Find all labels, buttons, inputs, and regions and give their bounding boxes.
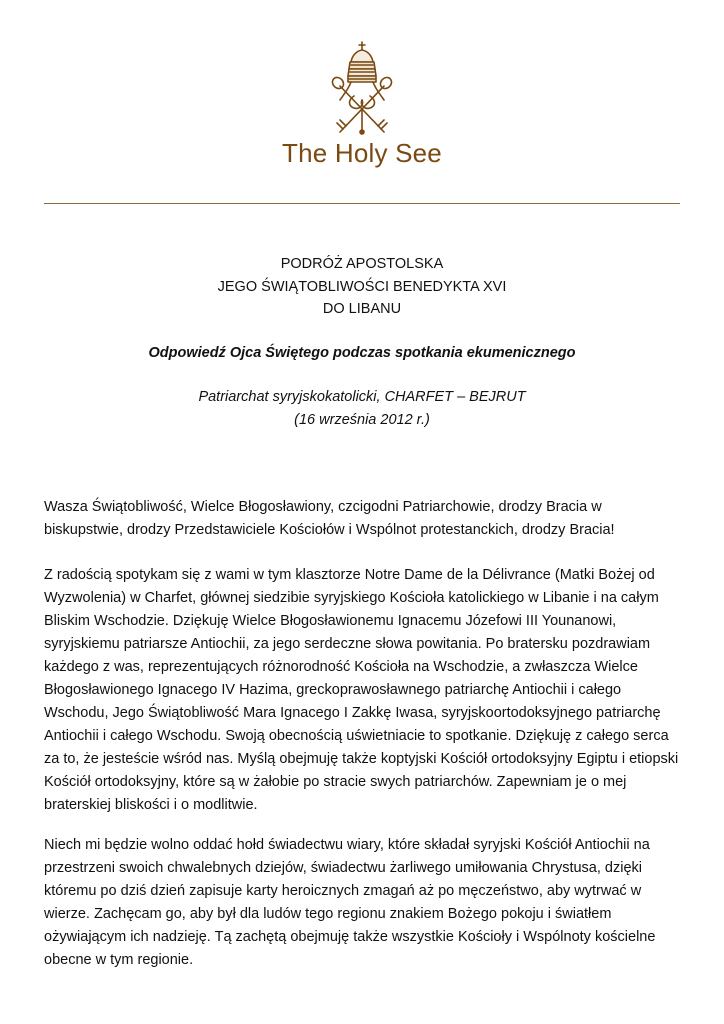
date-line: (16 września 2012 r.) xyxy=(294,411,430,428)
papal-coat-of-arms-icon xyxy=(318,40,406,140)
heading-line-3: DO LIBANU xyxy=(322,301,402,317)
document-subtitle: Odpowiedź Ojca Świętego podczas spotkania ekumenicznego xyxy=(148,345,576,361)
heading-line-1: PODRÓŻ APOSTOLSKA xyxy=(280,256,444,272)
body-paragraph-3: Niech mi będzie wolno oddać hołd świadectwu wiary, które składał syryjski Kościół Antiochii na przestrzeni swoich chwalebnych dziejów, świadectwu żarliwego umiłowania Chrystusa, dzięki któremu po dziś dzień zapisuje karty heroicznych zmagań aż po męczeństwo, aby wytrwać w wierze. Zachęcam go, aby był dla ludów tego regionu znakiem Bożego pokoju i światłem ożywiającym ich nadzieję. Tą zachętą obejmuję także wszystkie Kościoły i Wspólnoty kościelne obecne w tym regionie. xyxy=(44,837,656,968)
heading-line-2: JEGO ŚWIĄTOBLIWOŚCI BENEDYKTA XVI xyxy=(217,278,507,295)
place-and-date xyxy=(0,386,724,431)
body-paragraph-2: Z radością spotykam się z wami w tym klasztorze Notre Dame de la Délivrance (Matki Bożej od Wyzwolenia) w Charfet, głównej siedzibie syryjskiego Kościoła katolickiego w Libanie i na całym Bliskim Wschodzie. Dziękuję Wielce Błogosławionemu Ignacemu Józefowi III Younanowi, syryjskiemu patriarsze Antiochii, za jego serdeczne słowa powitania. Po bratersku pozdrawiam każdego z was, reprezentujących różnorodność Kościoła na Wschodzie, a zwłaszcza Wielce Błogosławionego Ignacego IV Hazima, greckoprawosławnego patriarchę Antiochii i całego Wschodu, Jego Świątobliwość Mara Ignacego I Zakkę Iwasa, syryjskoortodoksyjnego patriarchę Antiochii i całego Wschodu. Swoją obecnością uświetniacie to spotkanie. Dziękuję z całego serca za to, że jesteście wśród nas. Myślą obejmuję także koptyjski Kościół ortodoksyjny Egiptu i etiopski Kościół ortodoksyjny, które są w żałobie po stracie swych patriarchów. Zapewniam je o mej braterskiej bliskości i o modlitwie. xyxy=(44,567,679,813)
place-line: Patriarchat syryjskokatolicki, CHARFET – BEJRUT xyxy=(198,389,526,405)
header-divider xyxy=(44,203,680,204)
body-paragraph-1: Wasza Świątobliwość, Wielce Błogosławiony, czcigodni Patriarchowie, drodzy Bracia w biskupstwie, drodzy Przedstawiciele Kościołów i Wspólnot protestanckich, drodzy Bracia! xyxy=(44,499,615,538)
document-heading xyxy=(0,253,724,321)
site-title[interactable]: The Holy See xyxy=(282,138,442,168)
